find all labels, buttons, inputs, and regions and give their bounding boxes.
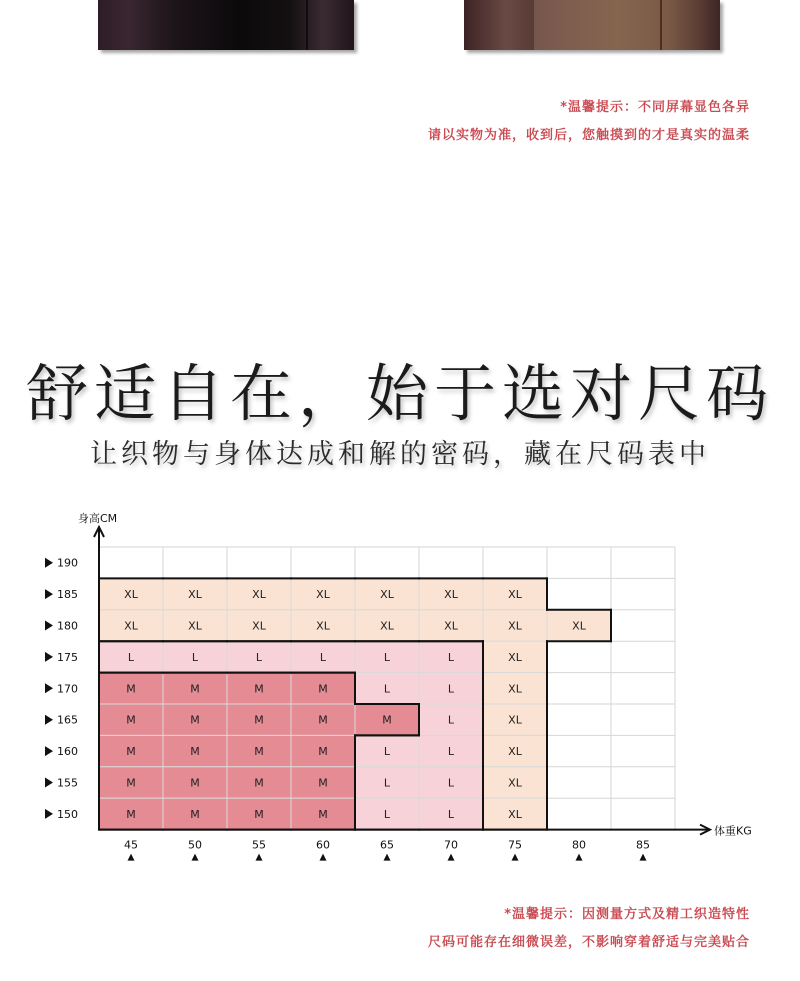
x-tick-label: 70 bbox=[444, 838, 458, 852]
size-cell-label: M bbox=[254, 776, 264, 790]
x-tick-label: 60 bbox=[316, 838, 330, 852]
size-cell-label: M bbox=[126, 807, 136, 821]
size-cell-label: L bbox=[447, 713, 455, 727]
size-cell-label: L bbox=[447, 776, 455, 790]
leg-shadow bbox=[464, 0, 534, 50]
x-tick-label: 80 bbox=[572, 838, 586, 852]
y-tick-label: 180 bbox=[57, 619, 78, 633]
size-cell-label: XL bbox=[508, 745, 522, 759]
size-cell-label: M bbox=[318, 807, 328, 821]
size-cell-label: M bbox=[126, 682, 136, 696]
x-tick-label: 65 bbox=[380, 838, 394, 852]
size-cell-label: M bbox=[254, 713, 264, 727]
size-cell-label: L bbox=[383, 776, 391, 790]
y-tick-label: 165 bbox=[57, 713, 78, 727]
x-tick-marker bbox=[384, 854, 391, 861]
y-tick-label: 190 bbox=[57, 556, 78, 570]
stocking-seam bbox=[660, 0, 662, 50]
color-tip-line1: *温馨提示：不同屏幕显色各异 bbox=[560, 100, 750, 115]
x-tick-marker bbox=[320, 854, 327, 861]
size-cell-label: XL bbox=[508, 650, 522, 664]
size-cell-label: M bbox=[190, 713, 200, 727]
size-cell-label: XL bbox=[444, 619, 458, 633]
x-tick-marker bbox=[576, 854, 583, 861]
size-cell-label: L bbox=[255, 650, 263, 664]
size-cell-label: L bbox=[383, 745, 391, 759]
size-cell-label: XL bbox=[124, 588, 138, 602]
size-cell-label: M bbox=[190, 682, 200, 696]
size-cell-label: M bbox=[254, 682, 264, 696]
x-tick-label: 50 bbox=[188, 838, 202, 852]
measure-tip-line1: *温馨提示：因测量方式及精工织造特性 bbox=[504, 907, 750, 922]
y-tick-marker bbox=[45, 589, 53, 599]
size-cell-label: XL bbox=[188, 588, 202, 602]
y-tick-label: 170 bbox=[57, 682, 78, 696]
x-tick-marker bbox=[128, 854, 135, 861]
y-tick-marker bbox=[45, 778, 53, 788]
size-chart bbox=[0, 500, 800, 880]
page-subheadline: 让织物与身体达成和解的密码，藏在尺码表中 bbox=[90, 439, 710, 470]
y-tick-label: 160 bbox=[57, 745, 78, 759]
x-tick-marker bbox=[192, 854, 199, 861]
y-tick-marker bbox=[45, 558, 53, 568]
size-cell-label: M bbox=[254, 807, 264, 821]
size-cell-label: XL bbox=[188, 619, 202, 633]
x-tick-label: 85 bbox=[636, 838, 650, 852]
size-cell-label: L bbox=[319, 650, 327, 664]
x-tick-label: 45 bbox=[124, 838, 138, 852]
size-cell-label: M bbox=[190, 745, 200, 759]
size-cell-label: L bbox=[447, 807, 455, 821]
size-cell-label: XL bbox=[380, 588, 394, 602]
size-cell-label: XL bbox=[124, 619, 138, 633]
size-cell-label: XL bbox=[508, 682, 522, 696]
product-photo-nude bbox=[464, 0, 720, 50]
y-tick-label: 185 bbox=[57, 588, 78, 602]
size-cell-label: M bbox=[126, 713, 136, 727]
stocking-seam bbox=[306, 0, 308, 50]
color-tip-line2: 请以实物为准，收到后，您触摸到的才是真实的温柔 bbox=[427, 128, 750, 143]
size-cell-label: M bbox=[190, 776, 200, 790]
x-tick-marker bbox=[512, 854, 519, 861]
size-cell-label: XL bbox=[572, 619, 586, 633]
size-cell-label: XL bbox=[252, 619, 266, 633]
size-cell-label: XL bbox=[316, 619, 330, 633]
x-axis-title: 体重KG bbox=[714, 824, 752, 838]
y-tick-label: 175 bbox=[57, 650, 78, 664]
size-cell-label: M bbox=[126, 776, 136, 790]
x-tick-marker bbox=[640, 854, 647, 861]
size-cell-label: XL bbox=[444, 588, 458, 602]
y-tick-marker bbox=[45, 621, 53, 631]
x-tick-marker bbox=[448, 854, 455, 861]
y-tick-label: 150 bbox=[57, 807, 78, 821]
size-cell-label: XL bbox=[316, 588, 330, 602]
size-cell-label: L bbox=[383, 807, 391, 821]
y-tick-marker bbox=[45, 652, 53, 662]
y-tick-label: 155 bbox=[57, 776, 78, 790]
size-cell-label: M bbox=[190, 807, 200, 821]
x-tick-marker bbox=[256, 854, 263, 861]
size-cell-label: L bbox=[191, 650, 199, 664]
size-cell-label: L bbox=[383, 650, 391, 664]
y-tick-marker bbox=[45, 683, 53, 693]
size-cell-label: XL bbox=[508, 713, 522, 727]
size-cell-label: XL bbox=[508, 588, 522, 602]
size-cell-label: L bbox=[127, 650, 135, 664]
size-cell-label: XL bbox=[380, 619, 394, 633]
y-tick-marker bbox=[45, 715, 53, 725]
product-photo-black bbox=[98, 0, 354, 50]
size-cell-label: M bbox=[318, 713, 328, 727]
size-cell-label: XL bbox=[508, 807, 522, 821]
y-axis-title: 身高CM bbox=[78, 512, 118, 525]
size-cell-label: L bbox=[447, 745, 455, 759]
size-cell-label: XL bbox=[508, 776, 522, 790]
size-cell-label: XL bbox=[508, 619, 522, 633]
size-cell-label: M bbox=[126, 745, 136, 759]
size-cell-label: L bbox=[383, 682, 391, 696]
size-cell-label: M bbox=[318, 745, 328, 759]
size-cell-label: M bbox=[254, 745, 264, 759]
x-tick-label: 55 bbox=[252, 838, 266, 852]
y-tick-marker bbox=[45, 809, 53, 819]
size-cell-label: XL bbox=[252, 588, 266, 602]
size-cell-label: L bbox=[447, 682, 455, 696]
size-cell-label: M bbox=[318, 776, 328, 790]
size-cell-label: M bbox=[382, 713, 392, 727]
size-cell-label: L bbox=[447, 650, 455, 664]
size-cell-label: M bbox=[318, 682, 328, 696]
x-tick-label: 75 bbox=[508, 838, 522, 852]
page-headline: 舒适自在，始于选对尺码 bbox=[25, 357, 774, 430]
y-tick-marker bbox=[45, 746, 53, 756]
measure-tip-line2: 尺码可能存在细微误差，不影响穿着舒适与完美贴合 bbox=[427, 935, 750, 950]
